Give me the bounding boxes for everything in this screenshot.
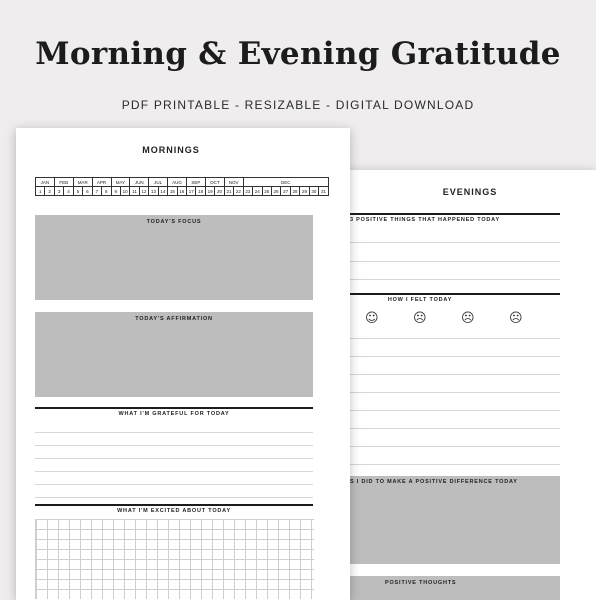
section-divider xyxy=(350,213,560,215)
day-cell[interactable]: 26 xyxy=(271,187,280,196)
day-cell[interactable]: 6 xyxy=(83,187,92,196)
month-row xyxy=(36,178,329,187)
day-cell[interactable]: 30 xyxy=(309,187,318,196)
dot-grid-area[interactable] xyxy=(35,519,314,599)
day-cell[interactable]: 1 xyxy=(36,187,45,196)
day-cell[interactable]: 10 xyxy=(120,187,129,196)
evenings-title: EVENINGS xyxy=(442,187,498,197)
day-cell[interactable]: 16 xyxy=(177,187,186,196)
writing-line xyxy=(350,374,560,375)
day-cell[interactable]: 15 xyxy=(168,187,177,196)
page-title: Morning & Evening Gratitude xyxy=(35,36,561,72)
day-cell[interactable]: 21 xyxy=(224,187,233,196)
section-divider xyxy=(350,293,560,295)
writing-line xyxy=(35,497,313,498)
mornings-page xyxy=(16,128,350,600)
sad-face-icon[interactable]: ☹ xyxy=(461,311,475,326)
day-cell[interactable]: 14 xyxy=(158,187,167,196)
positive-thoughts-label: POSITIVE THOUGHTS xyxy=(385,580,457,586)
writing-line xyxy=(350,392,560,393)
felt-label: HOW I FELT TODAY xyxy=(387,297,453,303)
month-cell[interactable]: JUL xyxy=(149,178,168,187)
section-divider xyxy=(35,504,313,506)
day-cell[interactable]: 31 xyxy=(319,187,329,196)
neutral-face-icon[interactable]: ☹ xyxy=(413,311,427,326)
evenings-page xyxy=(345,170,596,600)
positive-difference-box[interactable] xyxy=(350,476,560,564)
day-cell[interactable]: 22 xyxy=(234,187,243,196)
upset-face-icon[interactable]: ☹ xyxy=(509,311,523,326)
day-cell[interactable]: 20 xyxy=(215,187,224,196)
month-cell[interactable]: FEB xyxy=(54,178,73,187)
month-day-tracker xyxy=(35,177,329,196)
todays-focus-label: TODAY'S FOCUS xyxy=(146,219,202,225)
writing-line xyxy=(350,279,560,280)
month-cell[interactable]: MAR xyxy=(73,178,92,187)
todays-affirmation-box[interactable] xyxy=(35,312,313,397)
writing-line xyxy=(350,428,560,429)
writing-line xyxy=(35,458,313,459)
day-cell[interactable]: 8 xyxy=(102,187,111,196)
day-cell[interactable]: 3 xyxy=(54,187,63,196)
writing-line xyxy=(350,446,560,447)
day-cell[interactable]: 2 xyxy=(45,187,54,196)
day-cell[interactable]: 28 xyxy=(290,187,299,196)
day-cell[interactable]: 23 xyxy=(243,187,252,196)
grateful-label: WHAT I'M GRATEFUL FOR TODAY xyxy=(118,411,230,417)
day-cell[interactable]: 27 xyxy=(281,187,290,196)
positive-difference-label: S I DID TO MAKE A POSITIVE DIFFERENCE TODAY xyxy=(350,479,518,485)
happy-face-icon[interactable]: ☺ xyxy=(365,311,379,326)
month-cell[interactable]: OCT xyxy=(205,178,224,187)
month-cell[interactable]: MAY xyxy=(111,178,130,187)
mornings-title: MORNINGS xyxy=(142,145,200,155)
month-cell[interactable]: APR xyxy=(92,178,111,187)
day-row xyxy=(36,187,329,196)
day-cell[interactable]: 7 xyxy=(92,187,101,196)
day-cell[interactable]: 9 xyxy=(111,187,120,196)
month-cell[interactable]: JAN xyxy=(36,178,55,187)
day-cell[interactable]: 24 xyxy=(253,187,262,196)
section-divider xyxy=(35,407,313,409)
day-cell[interactable]: 13 xyxy=(149,187,158,196)
todays-affirmation-label: TODAY'S AFFIRMATION xyxy=(135,316,213,322)
day-cell[interactable]: 18 xyxy=(196,187,205,196)
day-cell[interactable]: 12 xyxy=(139,187,148,196)
writing-line xyxy=(350,410,560,411)
page-subtitle: PDF PRINTABLE - RESIZABLE - DIGITAL DOWNLOAD xyxy=(121,98,475,112)
writing-line xyxy=(350,261,560,262)
day-cell[interactable]: 4 xyxy=(64,187,73,196)
day-cell[interactable]: 5 xyxy=(73,187,82,196)
month-cell[interactable]: JUN xyxy=(130,178,149,187)
month-cell[interactable]: AUG xyxy=(168,178,187,187)
day-cell[interactable]: 29 xyxy=(300,187,309,196)
month-cell[interactable]: NOV xyxy=(224,178,243,187)
writing-line xyxy=(350,242,560,243)
day-cell[interactable]: 11 xyxy=(130,187,139,196)
writing-line xyxy=(35,484,313,485)
day-cell[interactable]: 25 xyxy=(262,187,271,196)
writing-line xyxy=(35,471,313,472)
day-cell[interactable]: 19 xyxy=(205,187,214,196)
writing-line xyxy=(350,338,560,339)
month-cell[interactable]: DEC xyxy=(243,178,328,187)
positive-things-label: 3 POSITIVE THINGS THAT HAPPENED TODAY xyxy=(350,217,500,223)
todays-focus-box[interactable] xyxy=(35,215,313,300)
writing-line xyxy=(350,464,560,465)
month-cell[interactable]: SEP xyxy=(187,178,206,187)
writing-line xyxy=(35,445,313,446)
day-cell[interactable]: 17 xyxy=(187,187,196,196)
writing-line xyxy=(350,356,560,357)
writing-line xyxy=(35,432,313,433)
excited-label: WHAT I'M EXCITED ABOUT TODAY xyxy=(117,508,231,514)
